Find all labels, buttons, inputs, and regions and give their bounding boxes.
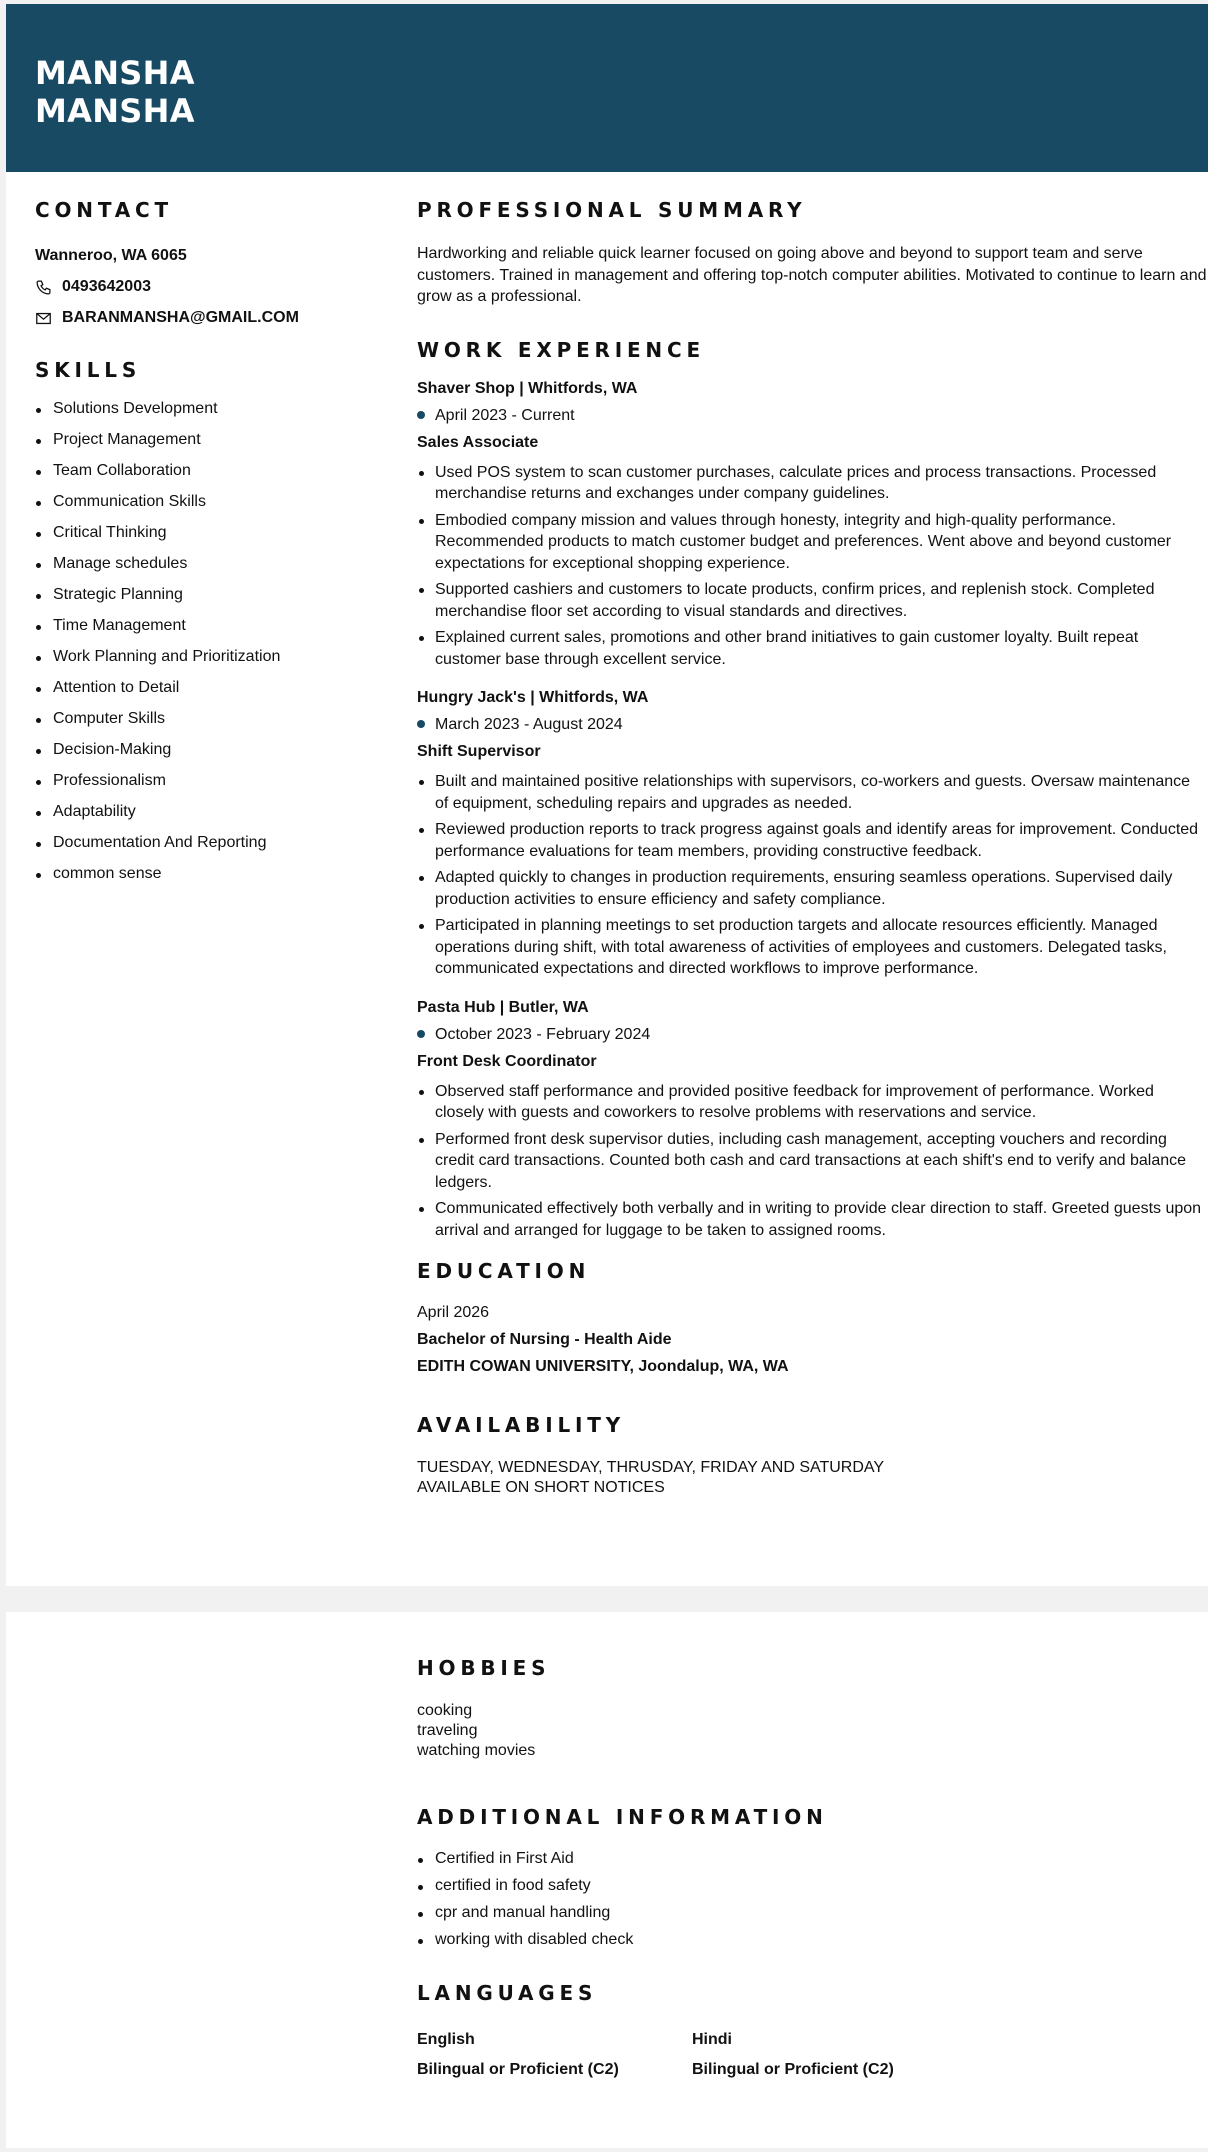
job-bullet: Embodied company mission and values through honesty, integrity and high-quality performance. Recommended products to match customer budget and preferences. Went above and beyond customer expectations for exceptional shopping experience. [417, 510, 1207, 575]
additional-item: certified in food safety [417, 1876, 1207, 1896]
education-school: EDITH COWAN UNIVERSITY, Joondalup, WA, WA [417, 1358, 789, 1375]
right-column [417, 198, 1207, 1498]
availability-heading: AVAILABILITY [417, 1413, 625, 1437]
additional-list [417, 1849, 1207, 1950]
additional-item: cpr and manual handling [417, 1903, 1207, 1923]
candidate-name-line1: MANSHA [35, 54, 195, 92]
contact-heading: CONTACT [35, 198, 173, 222]
job-role: Front Desk Coordinator [417, 1052, 597, 1070]
skill-item: Team Collaboration [35, 461, 375, 481]
job-bullet: Reviewed production reports to track progress against goals and identify areas for improvement. Conducted performance evaluations for team members, providing constructive feedback. [417, 819, 1207, 862]
job-bullet: Supported cashiers and customers to locate products, confirm prices, and replenish stock. Completed merchandise floor set according to visual standards and directives. [417, 579, 1207, 622]
skills-list [35, 399, 375, 884]
timeline-dot-icon [417, 411, 425, 419]
address-text: Wanneroo, WA 6065 [35, 247, 187, 264]
candidate-name-line2: MANSHA [35, 92, 195, 130]
hobby-item: watching movies [417, 1742, 536, 1759]
languages-list [417, 2030, 1207, 2090]
education-date: April 2026 [417, 1304, 490, 1321]
job-employer: Pasta Hub | Butler, WA [417, 998, 589, 1016]
language-entry [692, 2030, 952, 2080]
contact-email [35, 308, 375, 328]
skill-item: Project Management [35, 430, 375, 450]
skill-item: Time Management [35, 616, 375, 636]
job-bullet: Adapted quickly to changes in production requirements, ensuring seamless operations. Supervised daily production activities to ensure efficiency and safety compliance. [417, 867, 1207, 910]
contact-phone [35, 277, 375, 297]
skill-item: Strategic Planning [35, 585, 375, 605]
resume-page-2 [6, 1612, 1208, 2148]
job-bullets [417, 1081, 1207, 1242]
job-dates [417, 406, 1207, 426]
skill-item: Critical Thinking [35, 523, 375, 543]
job-bullet: Observed staff performance and provided positive feedback for improvement of performance. Worked closely with guests and coworkers to resolve problems with reservations and service. [417, 1081, 1207, 1124]
additional-heading: ADDITIONAL INFORMATION [417, 1805, 828, 1829]
hobbies-list [417, 1701, 1207, 1761]
summary-heading: PROFESSIONAL SUMMARY [417, 198, 807, 222]
job-dates [417, 715, 1207, 735]
availability-line-2: AVAILABLE ON SHORT NOTICES [417, 1479, 665, 1496]
skill-item: common sense [35, 864, 375, 884]
job-dates-text: October 2023 - February 2024 [435, 1025, 651, 1043]
skill-item: Documentation And Reporting [35, 833, 375, 853]
job-dates-text: April 2023 - Current [435, 406, 575, 424]
job-bullet: Performed front desk supervisor duties, including cash management, accepting vouchers and recording credit card transactions. Counted both cash and card transactions at each shift's end to verify and balance ledgers. [417, 1129, 1207, 1194]
language-level: Bilingual or Proficient (C2) [692, 2061, 894, 2078]
experience-list [417, 379, 1207, 1242]
skills-heading: SKILLS [35, 358, 142, 382]
skill-item: Adaptability [35, 802, 375, 822]
job-employer: Shaver Shop | Whitfords, WA [417, 379, 638, 397]
hobbies-heading: HOBBIES [417, 1656, 551, 1680]
summary-text: Hardworking and reliable quick learner focused on going above and beyond to support team and serve customers. Trained in management and offering top-notch computer abilities. Motivated to continue to learn and grow as a professional. [417, 245, 1207, 305]
phone-icon [35, 279, 52, 296]
education-degree: Bachelor of Nursing - Health Aide [417, 1331, 672, 1348]
skill-item: Work Planning and Prioritization [35, 647, 375, 667]
job-bullet: Participated in planning meetings to set production targets and allocate resources efficiently. Managed operations during shift, with total awareness of activities of employees and customers. Delegated tasks, communicated expectations and directed workflows to improve performance. [417, 915, 1207, 980]
job-bullet: Built and maintained positive relationships with supervisors, co-workers and guests. Oversaw maintenance of equipment, scheduling repairs and upgrades as needed. [417, 771, 1207, 814]
job-role: Shift Supervisor [417, 743, 541, 760]
language-entry [417, 2030, 677, 2080]
languages-heading: LANGUAGES [417, 1981, 598, 2005]
job-bullet: Communicated effectively both verbally and in writing to provide clear direction to staff. Greeted guests upon arrival and arranged for luggage to be taken to assigned rooms. [417, 1198, 1207, 1241]
additional-item: working with disabled check [417, 1930, 1207, 1950]
job-entry [417, 379, 1207, 671]
language-level: Bilingual or Proficient (C2) [417, 2061, 619, 2078]
contact-address [35, 246, 375, 266]
email-text: BARANMANSHA@GMAIL.COM [62, 309, 299, 326]
skill-item: Communication Skills [35, 492, 375, 512]
job-dates-text: March 2023 - August 2024 [435, 716, 623, 733]
skill-item: Attention to Detail [35, 678, 375, 698]
job-entry [417, 688, 1207, 980]
phone-text: 0493642003 [62, 278, 151, 295]
skill-item: Computer Skills [35, 709, 375, 729]
language-name: English [417, 2031, 475, 2048]
mail-icon [35, 310, 52, 327]
education-heading: EDUCATION [417, 1259, 591, 1283]
left-column [35, 198, 375, 895]
job-entry [417, 998, 1207, 1242]
resume-header [6, 4, 1208, 172]
hobby-item: cooking [417, 1702, 473, 1719]
skill-item: Manage schedules [35, 554, 375, 574]
resume-page-1 [6, 4, 1208, 1586]
job-role: Sales Associate [417, 433, 539, 451]
hobby-item: traveling [417, 1722, 478, 1739]
job-dates [417, 1025, 1207, 1045]
job-employer: Hungry Jack's | Whitfords, WA [417, 689, 649, 706]
job-bullet: Explained current sales, promotions and other brand initiatives to gain customer loyalty. Built repeat customer base through excellent service. [417, 627, 1207, 670]
job-bullets [417, 771, 1207, 980]
skill-item: Solutions Development [35, 399, 375, 419]
additional-item: Certified in First Aid [417, 1849, 1207, 1869]
availability-line-1: TUESDAY, WEDNESDAY, THRUSDAY, FRIDAY AND SATURDAY [417, 1459, 885, 1476]
timeline-dot-icon [417, 1030, 425, 1038]
experience-heading: WORK EXPERIENCE [417, 337, 705, 362]
page2-column [417, 1656, 1207, 2090]
language-name: Hindi [692, 2031, 732, 2048]
timeline-dot-icon [417, 720, 425, 728]
job-bullet: Used POS system to scan customer purchases, calculate prices and process transactions. Processed merchandise returns and exchanges under company guidelines. [417, 462, 1207, 505]
job-bullets [417, 462, 1207, 671]
skill-item: Decision-Making [35, 740, 375, 760]
skill-item: Professionalism [35, 771, 375, 791]
